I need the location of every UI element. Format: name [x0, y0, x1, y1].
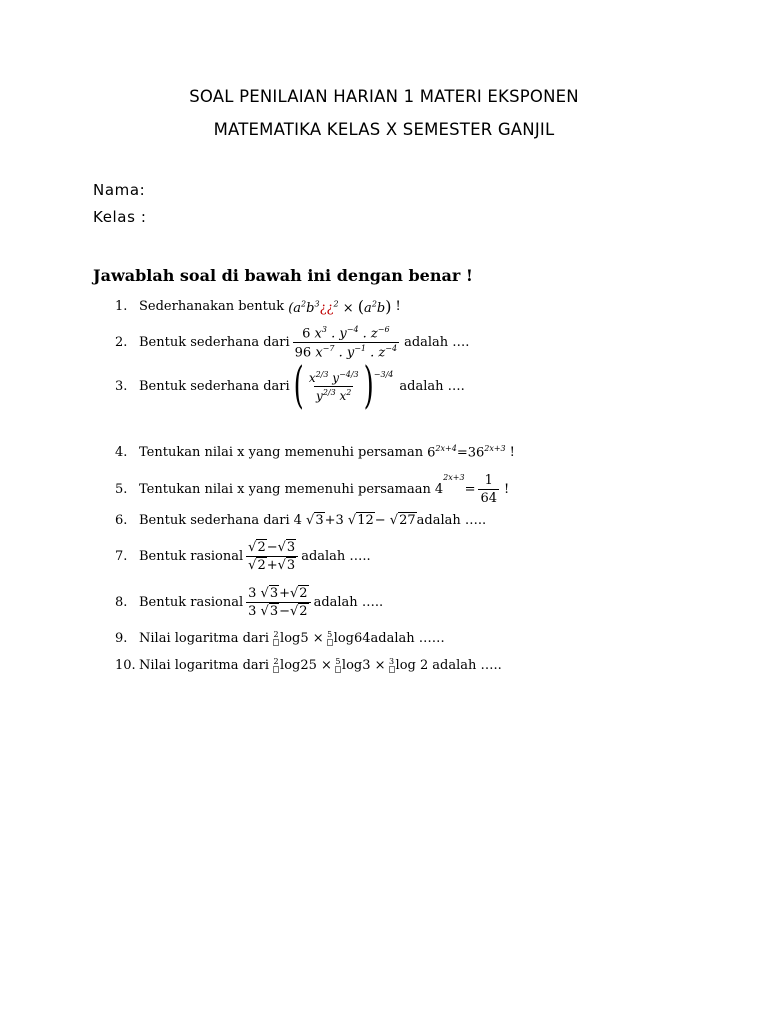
question-8 — [115, 586, 735, 619]
question-number: 9. — [115, 631, 128, 646]
question-suffix: adalah ….. — [432, 658, 502, 673]
class-field-label: Kelas : — [93, 208, 147, 226]
question-number: 6. — [115, 513, 128, 528]
question-text: Bentuk sederhana dari — [139, 513, 290, 528]
question-number: 8. — [115, 595, 128, 610]
math-expression: 2 log25 × 5 log3 × 3 log 2 — [273, 657, 429, 673]
question-number: 10. — [115, 658, 136, 673]
question-text: Nilai logaritma dari — [139, 631, 270, 646]
question-suffix: ! — [504, 482, 510, 497]
question-text: Tentukan nilai x yang memenuhi persaman — [139, 444, 424, 460]
question-text: Nilai logaritma dari — [139, 658, 270, 673]
math-fraction: $\frac{6 x^3 . y^{-4} . z^{-6}}{96 x^{-7} . y^{-1} . z^{-4}}$ — [294, 325, 398, 361]
math-equation: 4 2x+3 = $\frac{1}{64}$ — [434, 473, 498, 506]
question-text: Bentuk sederhana dari — [139, 335, 290, 351]
question-number: 3. — [115, 379, 128, 394]
question-number: 5. — [115, 482, 128, 497]
question-text: Tentukan nilai x yang memenuhi persamaan — [139, 482, 431, 497]
math-equation: $6^{2x+4}=36^{2x+3}$ — [427, 444, 506, 461]
question-number: 1. — [115, 299, 128, 314]
question-suffix: ! — [395, 299, 401, 314]
question-number: 7. — [115, 549, 128, 564]
math-fraction: $\frac{3 √3+√2}{3 √3-√2}$ — [246, 586, 310, 619]
question-10 — [115, 658, 735, 673]
question-7 — [115, 540, 735, 573]
name-field-label: Nama: — [93, 181, 146, 199]
question-text: Bentuk sederhana dari — [139, 379, 290, 394]
question-text: Sederhanakan bentuk — [139, 299, 285, 314]
question-5 — [115, 473, 735, 506]
math-expression: 4 √3+3 √12− √27 — [293, 513, 416, 528]
question-suffix: ! — [509, 444, 515, 460]
question-1 — [115, 297, 735, 316]
question-number: 2. — [115, 335, 128, 351]
question-4 — [115, 444, 735, 460]
question-suffix: adalah ….. — [301, 549, 371, 564]
document-title: SOAL PENILAIAN HARIAN 1 MATERI EKSPONEN — [189, 87, 579, 106]
question-suffix: adalah …. — [399, 379, 465, 394]
instruction-heading: Jawablah soal di bawah ini dengan benar ! — [93, 266, 473, 285]
question-suffix: adalah ….. — [313, 595, 384, 610]
question-3 — [115, 358, 735, 415]
question-number: 4. — [115, 444, 128, 460]
question-text: Bentuk rasional — [139, 595, 244, 610]
question-2 — [115, 325, 735, 361]
math-fraction: $\frac{√2-√3}{√2+√3}$ — [246, 540, 298, 573]
math-expression: 2 log5 × 5 log64 — [273, 630, 371, 646]
question-suffix: adalah …… — [370, 631, 445, 646]
document-subtitle: MATEMATIKA KELAS X SEMESTER GANJIL — [213, 120, 555, 139]
question-6 — [115, 513, 735, 528]
question-suffix: adalah …. — [404, 335, 470, 351]
math-expression: ( $\frac{x^{2/3} y^{-4/3}}{y^{2/3} x^2}$ ) $^{-3/4}$ — [293, 358, 394, 415]
question-9 — [115, 631, 735, 646]
question-text: Bentuk rasional — [139, 549, 244, 564]
question-suffix: adalah ….. — [416, 513, 487, 528]
math-expression: ($a^2b^3¿¿^2 \times (a^2b)$ — [284, 297, 392, 316]
